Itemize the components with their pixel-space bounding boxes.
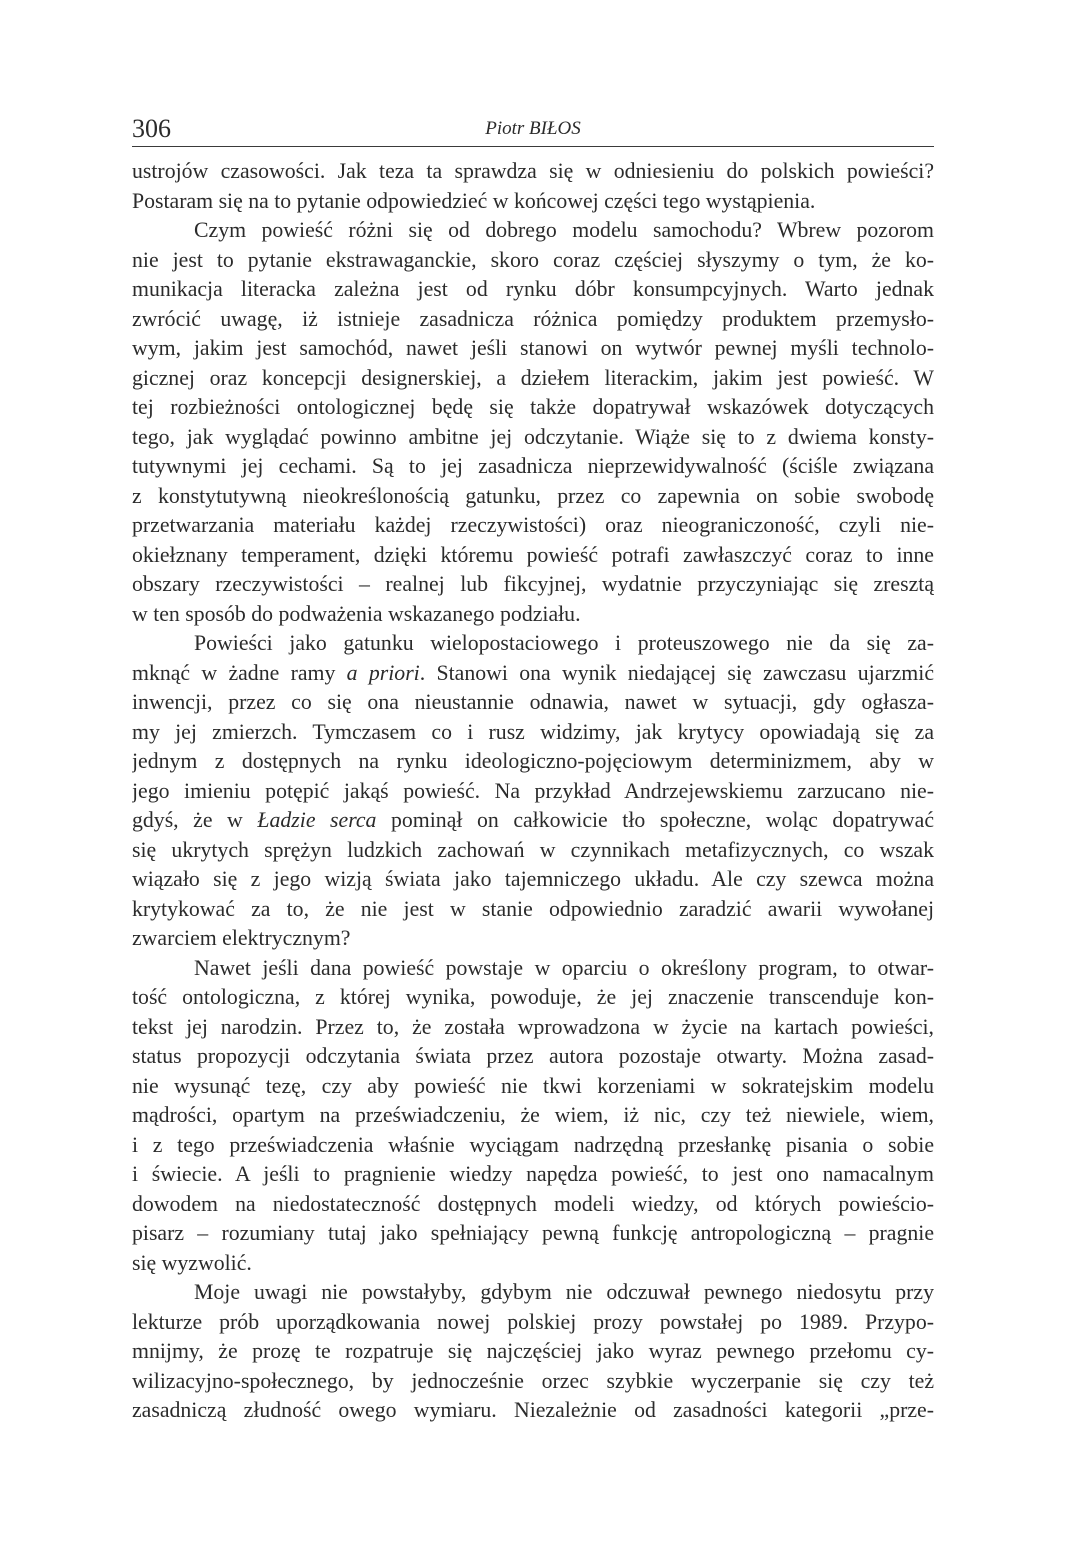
text-line: tutywnymi jej cechami. Są to jej zasadnicza nieprzewidywalność (ściśle związana: [132, 454, 934, 478]
text-line: wilizacyjno-społecznego, by jednocześnie orzec szybkie wyczerpanie się czy też: [132, 1368, 934, 1393]
italic-title: Ładzie serca: [257, 808, 377, 832]
text-line: Postaram się na to pytanie odpowiedzieć w końcowej części tego wystąpienia.: [132, 188, 816, 213]
page-number: 306: [132, 114, 171, 143]
text-line: w ten sposób do podważenia wskazanego podziału.: [132, 601, 581, 626]
text-line: mądrości, opartym na przeświadczeniu, że wiem, iż nic, czy też niewiele, wiem,: [132, 1103, 934, 1127]
paragraph: [132, 1278, 934, 1426]
text-line: ustrojów czasowości. Jak teza ta sprawdza się w odniesieniu do polskich powieści?: [132, 159, 934, 183]
text-line: [132, 659, 934, 689]
text-line: i świecie. A jeśli to pragnienie wiedzy napędza powieść, to jest ono namacalnym: [132, 1162, 934, 1186]
text-line: [132, 806, 934, 836]
text-line: tej rozbieżności ontologicznej będę się także dopatrywał wskazówek dotyczących: [132, 395, 934, 419]
text-line: przetwarzania materiału każdej rzeczywistości) oraz nieograniczoność, czyli nie-: [132, 513, 934, 537]
text-line: i z tego przeświadczenia właśnie wyciągam nadrzędną przesłankę pisania o sobie: [132, 1132, 934, 1157]
running-head: Piotr BIŁOS: [485, 118, 581, 139]
text-line: się wyzwolić.: [132, 1250, 252, 1275]
paragraph: [132, 954, 934, 1279]
text-line: munikacja literacka zależna jest od rynku dóbr konsumpcyjnych. Warto jednak: [132, 277, 934, 301]
text-segment: pominął on całkowicie tło społeczne, woląc dopatrywać: [376, 808, 934, 832]
text-line: Czym powieść różni się od dobrego modelu samochodu? Wbrew pozorom: [194, 218, 934, 242]
text-line: wym, jakim jest samochód, nawet jeśli stanowi on wytwór pewnej myśli technolo-: [132, 336, 934, 360]
text-line: nie jest to pytanie ekstrawaganckie, skoro coraz częściej słyszymy o tym, że ko-: [132, 247, 934, 272]
text-line: tość ontologiczna, z której wynika, powoduje, że jej znaczenie transcenduje kon-: [132, 985, 934, 1009]
text-line: lekturze prób uporządkowania nowej polskiej prozy powstałej po 1989. Przypo-: [132, 1309, 934, 1334]
text-segment: gdyś, że w: [132, 808, 258, 832]
text-line: mnijmy, że prozę te rozpatruje się najczęściej jako wyraz pewnego przełomu cy-: [132, 1339, 934, 1363]
text-line: się ukrytych sprężyn ludzkich zachowań w czynnikach metafizycznych, co wszak: [132, 837, 934, 862]
text-line: inwencji, przez co się ona nieustannie odnawia, nawet w sytuacji, gdy ogłasza-: [132, 690, 934, 714]
text-line: gicznej oraz koncepcji designerskiej, a dziełem literackim, jakim jest powieść. W: [132, 365, 934, 390]
text-line: my jej zmierzch. Tymczasem co i rusz widzimy, jak krytycy opowiadają się za: [132, 719, 934, 744]
text-line: zasadniczą złudność owego wymiaru. Niezależnie od zasadności kategorii „prze-: [132, 1398, 934, 1422]
text-line: obszary rzeczywistości – realnej lub fikcyjnej, wydatnie przyczyniając się zresztą: [132, 572, 934, 596]
text-segment: mknąć w żadne ramy: [132, 660, 347, 685]
text-line: dowodem na niedostateczność dostępnych modeli wiedzy, od których powieścio-: [132, 1191, 934, 1216]
text-line: z konstytutywną nieokreślonością gatunku, przez co zapewnia on sobie swobodę: [132, 483, 934, 508]
text-line: Nawet jeśli dana powieść powstaje w oparciu o określony program, to otwar-: [194, 955, 934, 980]
text-segment: . Stanowi ona wynik niedającej się zawczasu ujarzmić: [419, 660, 934, 685]
document-page: [132, 108, 934, 1426]
italic-term: a priori: [346, 660, 420, 685]
text-line: zwarciem elektrycznym?: [132, 926, 351, 950]
text-line: krytykować za to, że nie jest w stanie odpowiednio zaradzić awarii wywołanej: [132, 896, 934, 921]
text-line: Moje uwagi nie powstałyby, gdybym nie odczuwał pewnego niedosytu przy: [194, 1280, 934, 1304]
text-line: tekst jej narodzin. Przez to, że została wprowadzona w życie na kartach powieści,: [132, 1014, 934, 1039]
text-line: tego, jak wyglądać powinno ambitne jej odczytanie. Wiąże się to z dwiema konsty-: [132, 424, 934, 449]
text-line: Powieści jako gatunku wielopostaciowego i proteuszowego nie da się za-: [194, 631, 934, 655]
text-line: jednym z dostępnych na rynku ideologiczno-pojęciowym determinizmem, aby w: [132, 749, 934, 773]
text-line: okiełznany temperament, dzięki któremu powieść potrafi zawłaszczyć coraz to inne: [132, 542, 934, 567]
text-line: wiązało się z jego wizją świata jako tajemniczego układu. Ale czy szewca można: [132, 867, 934, 891]
body-text: [132, 157, 934, 1426]
page-header: [132, 108, 934, 147]
text-line: nie wysunąć tezę, czy aby powieść nie tkwi korzeniami w sokratejskim modelu: [132, 1073, 934, 1098]
text-line: pisarz – rozumiany tutaj jako spełniający pewną funkcję antropologiczną – pragnie: [132, 1221, 934, 1245]
text-line: zwrócić uwagę, iż istnieje zasadnicza różnica pomiędzy produktem przemysło-: [132, 306, 934, 331]
paragraph: [132, 629, 934, 954]
paragraph: [132, 157, 934, 216]
text-line: jego imieniu potępić jakąś powieść. Na przykład Andrzejewskiemu zarzucano nie-: [132, 778, 934, 803]
paragraph: [132, 216, 934, 629]
text-line: status propozycji odczytania świata przez autora pozostaje otwarty. Można zasad-: [132, 1044, 934, 1068]
